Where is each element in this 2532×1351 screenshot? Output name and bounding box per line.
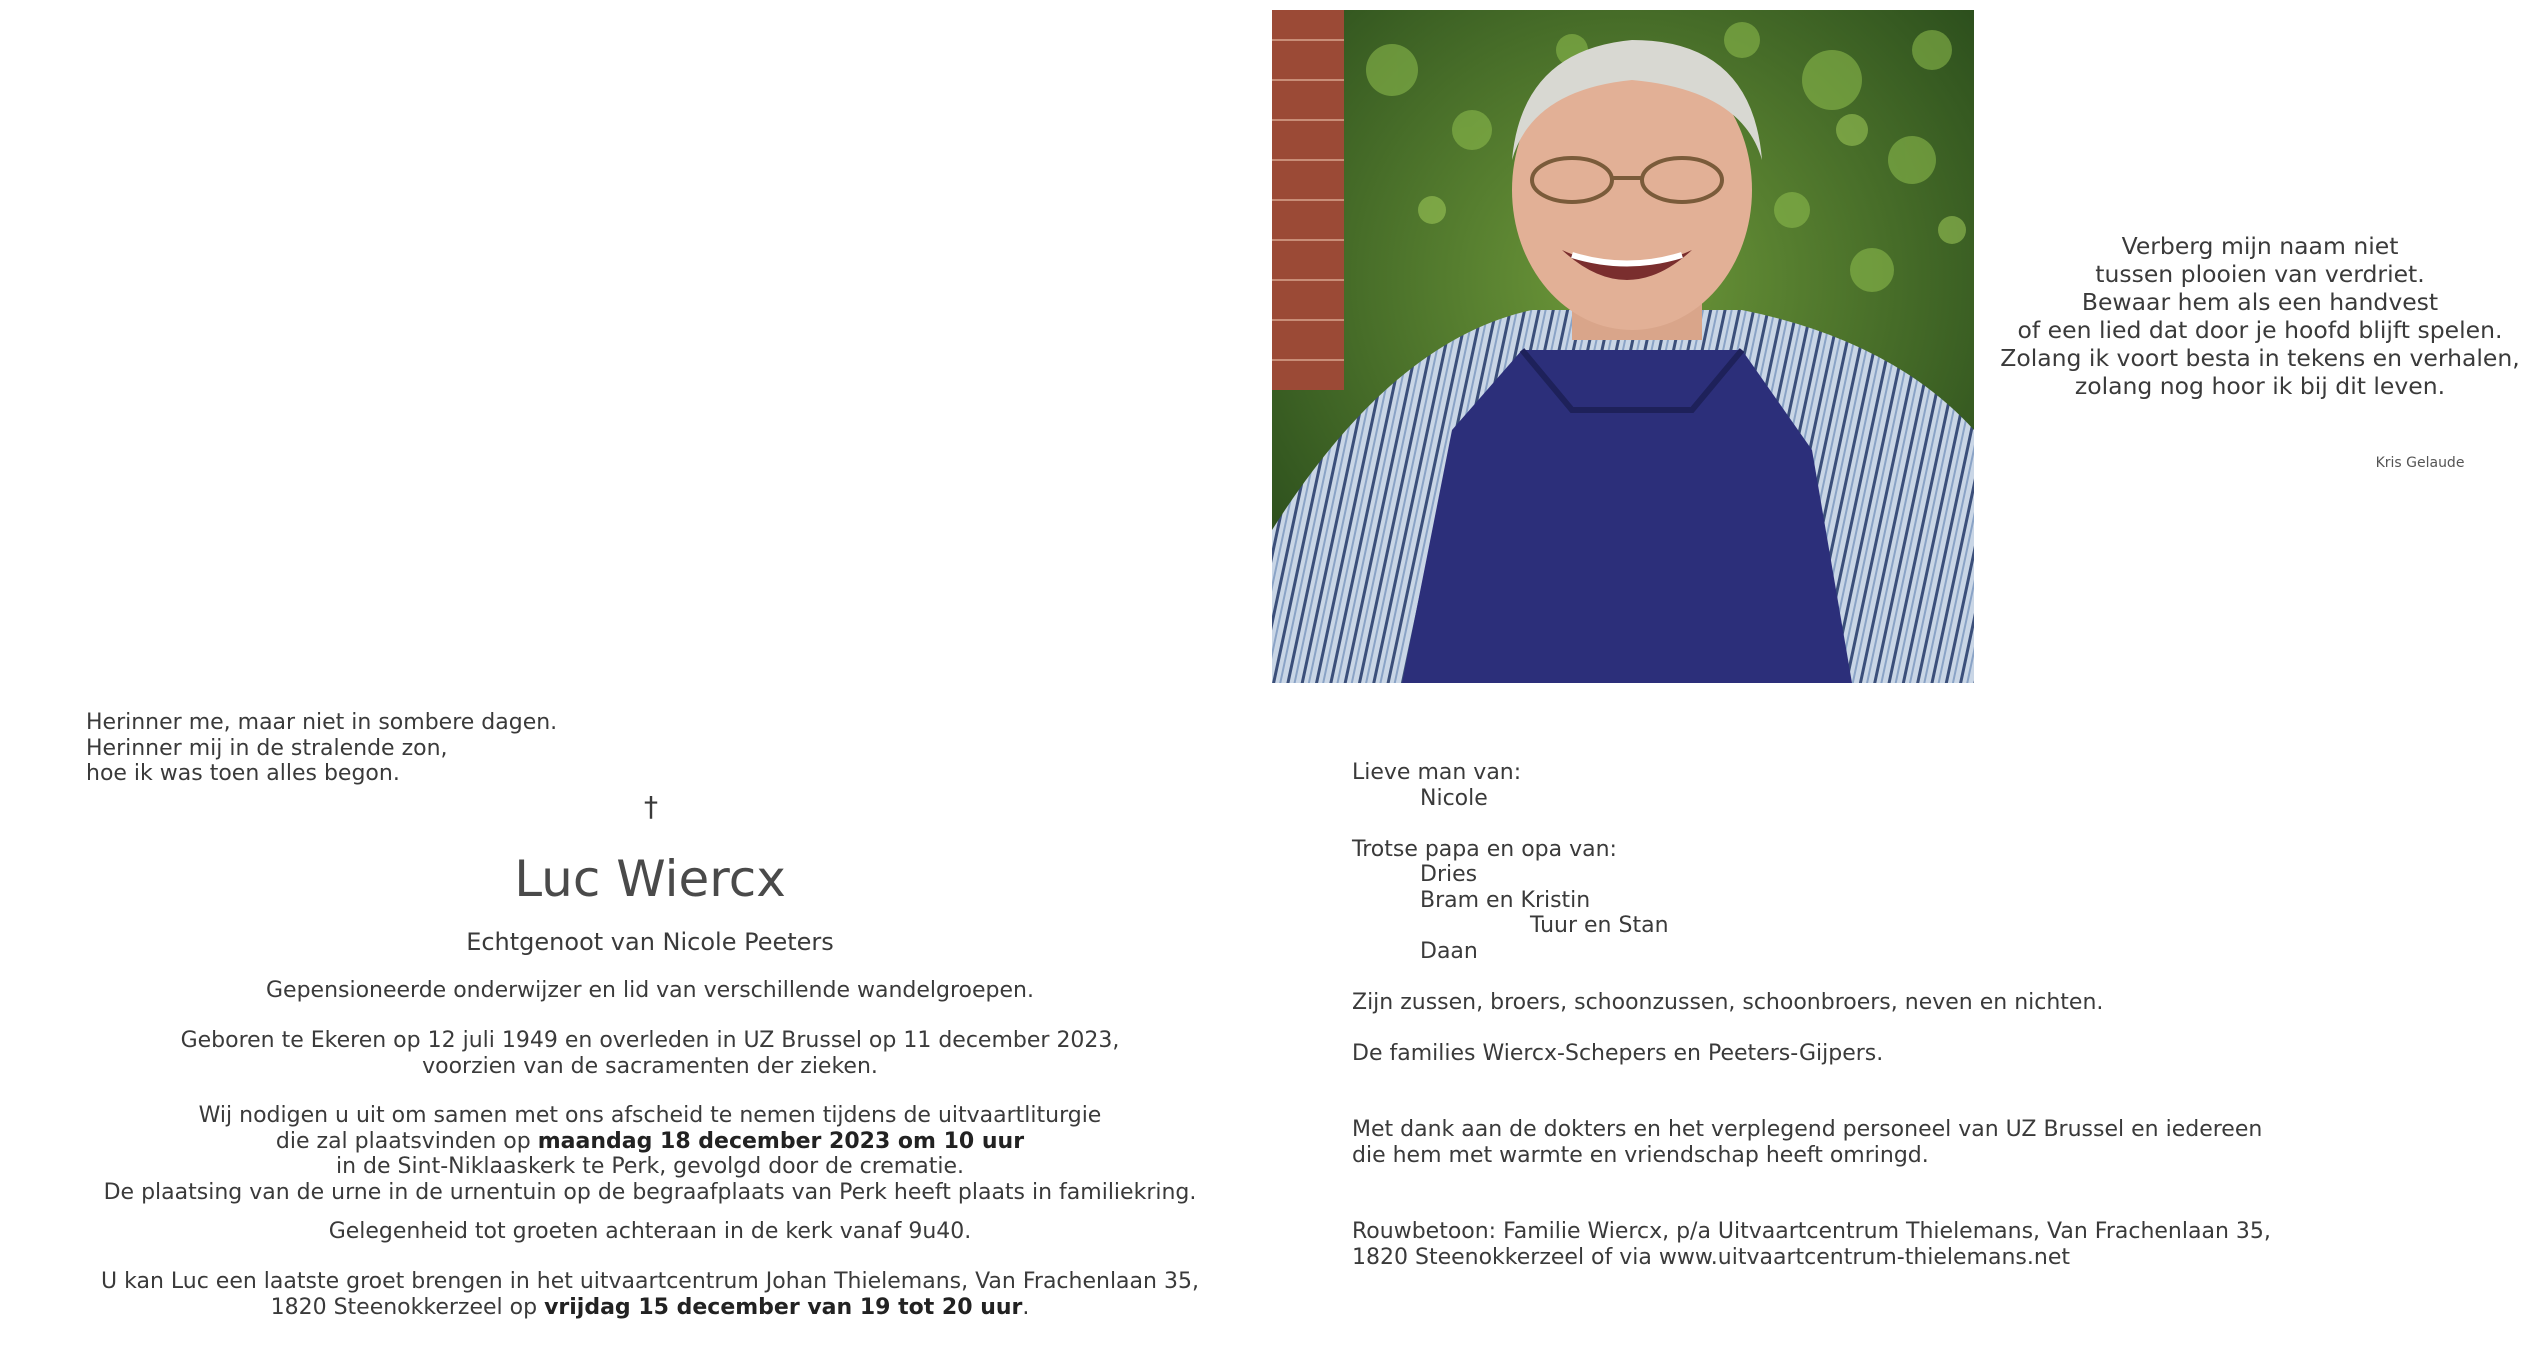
poem-line: zolang nog hoor ik bij dit leven.	[2074, 372, 2446, 400]
visit-text: .	[1022, 1294, 1030, 1320]
parent-label: Trotse papa en opa van:	[1352, 836, 1617, 862]
poem-author: Kris Gelaude	[2375, 455, 2465, 471]
condolence-line: 1820 Steenokkerzeel of via www.uitvaartcentrum-thielemans.net	[1352, 1244, 2070, 1270]
portrait-photo	[1272, 10, 1974, 683]
visit-line: U kan Luc een laatste groet brengen in het uitvaartcentrum Johan Thielemans, Van Frachenlaan 35,	[101, 1269, 1199, 1294]
visit-line	[80, 1295, 1220, 1321]
condolence-line: Rouwbetoon: Familie Wiercx, p/a Uitvaartcentrum Thielemans, Van Frachenlaan 35,	[1352, 1219, 2271, 1244]
invitation-line: Wij nodigen u uit om samen met ons afscheid te nemen tijdens de uitvaartliturgie	[198, 1103, 1102, 1128]
funeral-invitation	[80, 1103, 1220, 1205]
greeting-info	[80, 1219, 1220, 1245]
condolence-info	[1352, 1219, 2271, 1270]
invitation-line	[80, 1129, 1220, 1155]
intro-poem-line: Herinner me, maar niet in sombere dagen.	[86, 710, 558, 735]
birth-death	[80, 1028, 1220, 1079]
child-name: Bram en Kristin	[1420, 887, 1591, 913]
family-list	[1352, 760, 2103, 1066]
poem-line: of een lied dat door je hoofd blijft spelen.	[2017, 316, 2503, 344]
invitation-text: die zal plaatsvinden op	[275, 1128, 538, 1154]
funeral-date: maandag 18 december 2023 om 10 uur	[537, 1128, 1025, 1154]
intro-poem-line: Herinner mij in de stralende zon,	[86, 735, 448, 761]
intro-poem	[86, 710, 557, 787]
child-name: Daan	[1420, 938, 1478, 964]
grandchildren-names: Tuur en Stan	[1530, 913, 1669, 938]
cross-icon: †	[644, 790, 658, 823]
families-line: De families Wiercx-Schepers en Peeters-Gijpers.	[1352, 1040, 1884, 1066]
thanks-line: Met dank aan de dokters en het verplegend personeel van UZ Brussel en iedereen	[1352, 1117, 2263, 1142]
thanks-line: die hem met warmte en vriendschap heeft omringd.	[1352, 1142, 1929, 1168]
invitation-line: in de Sint-Niklaaskerk te Perk, gevolgd door de crematie.	[336, 1154, 964, 1179]
poem-line: tussen plooien van verdriet.	[2095, 260, 2425, 288]
birth-death-line: voorzien van de sacramenten der zieken.	[422, 1053, 878, 1079]
poem-right	[2000, 232, 2520, 400]
deceased-name: Luc Wiercx	[514, 850, 786, 908]
greeting-text: Gelegenheid tot groeten achteraan in de kerk vanaf 9u40.	[328, 1219, 972, 1244]
occupation	[80, 978, 1220, 1004]
spouse-line: Echtgenoot van Nicole Peeters	[466, 928, 834, 956]
visit-text: 1820 Steenokkerzeel op	[270, 1294, 545, 1320]
thanks	[1352, 1117, 2262, 1168]
husband-label: Lieve man van:	[1352, 760, 1522, 785]
poem-line: Verberg mijn naam niet	[2121, 232, 2399, 260]
poem-line: Zolang ik voort besta in tekens en verhalen,	[2000, 344, 2520, 372]
intro-poem-line: hoe ik was toen alles begon.	[86, 761, 400, 786]
poem-line: Bewaar hem als een handvest	[2081, 288, 2439, 316]
child-name: Dries	[1420, 862, 1478, 887]
visit-date: vrijdag 15 december van 19 tot 20 uur	[544, 1294, 1023, 1320]
spacer	[1352, 1015, 2103, 1041]
wife-name: Nicole	[1420, 785, 1488, 811]
occupation-text: Gepensioneerde onderwijzer en lid van verschillende wandelgroepen.	[265, 978, 1034, 1003]
invitation-line: De plaatsing van de urne in de urnentuin op de begraafplaats van Perk heeft plaats in familiekring.	[103, 1179, 1197, 1205]
visit-info	[80, 1269, 1220, 1320]
siblings-line: Zijn zussen, broers, schoonzussen, schoonbroers, neven en nichten.	[1352, 989, 2104, 1015]
spacer	[1352, 964, 2103, 990]
spacer	[1352, 811, 2103, 837]
birth-death-line: Geboren te Ekeren op 12 juli 1949 en overleden in UZ Brussel op 11 december 2023,	[180, 1028, 1120, 1053]
